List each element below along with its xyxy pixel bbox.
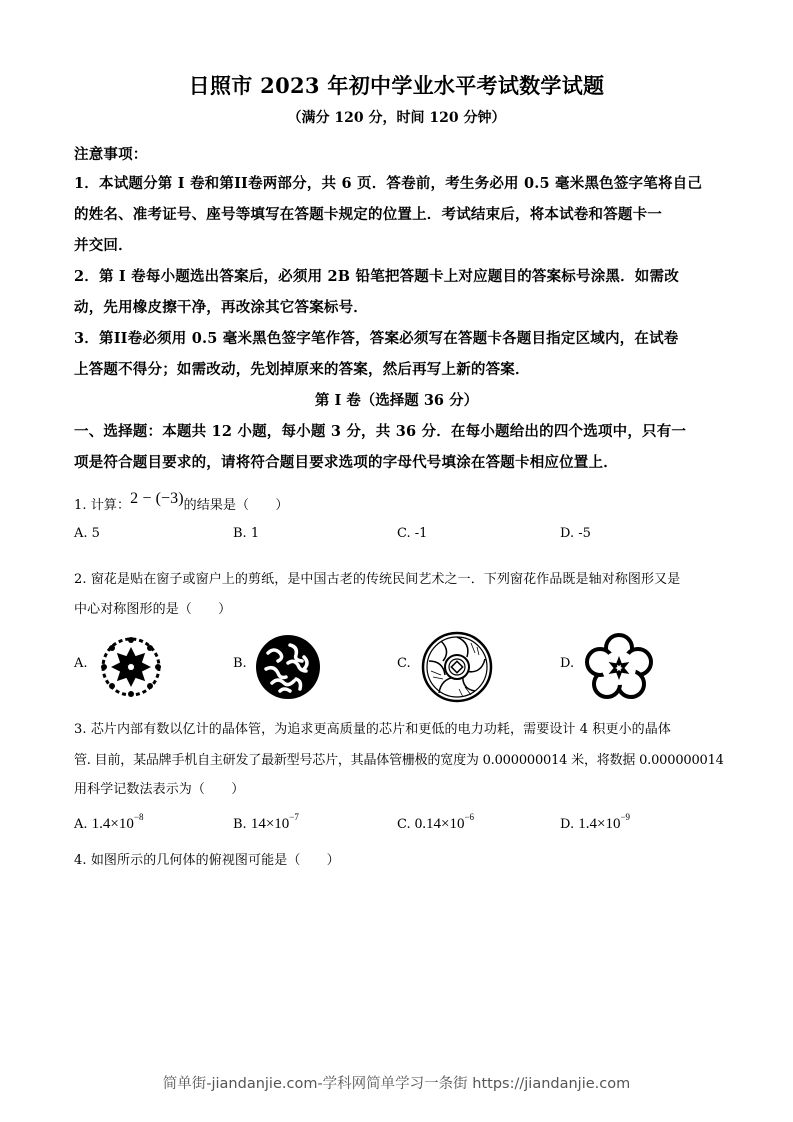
exam-subtitle: （满分 120 分，时间 120 分钟）	[287, 110, 506, 126]
question-2-stem: 2. 窗花是贴在窗子或窗户上的剪纸，是中国古老的传统民间艺术之一．下列窗花作品既是轴对称图形又是	[74, 572, 681, 587]
question-3-option-c	[397, 814, 474, 833]
question-3-stem: 用科学记数法表示为（ ）	[74, 782, 245, 797]
question-2-option-c-label: C.	[397, 656, 411, 671]
question-1-suffix: 的结果是（ ）	[183, 498, 289, 513]
question-2-option-b-label: B.	[233, 656, 247, 671]
notes-line: 并交回．	[74, 237, 133, 254]
option-value: $1.4\times 10^{-8}$	[91, 812, 144, 832]
window-flower-plum-blossom-icon	[583, 632, 655, 702]
notes-line: 3．第II卷必须用 0.5 毫米黑色签字笔作答，答案必须写在答题卡各题目指定区域内，在试卷	[74, 330, 679, 347]
window-flower-scroll-circle-icon	[254, 633, 322, 701]
question-4-stem: 4. 如图所示的几何体的俯视图可能是（ ）	[74, 853, 340, 868]
window-flower-swirl-circle-icon	[421, 631, 493, 703]
option-label: C.	[397, 817, 411, 832]
notes-line: 1．本试题分第 I 卷和第II卷两部分，共 6 页．答卷前，考生务必用 0.5 毫米黑色签字笔将自己	[74, 175, 703, 192]
section-instructions: 项是符合题目要求的，请将符合题目要求选项的字母代号填涂在答题卡相应位置上．	[74, 454, 618, 471]
notes-line: 的姓名、准考证号、座号等填写在答题卡规定的位置上．考试结束后，将本试卷和答题卡一	[74, 206, 662, 223]
question-2-stem: 中心对称图形的是（ ）	[74, 602, 232, 617]
option-label: A.	[74, 817, 88, 832]
option-value: $0.14\times 10^{-6}$	[414, 812, 475, 832]
question-2-option-d-label: D.	[560, 656, 575, 671]
notes-line: 动，先用橡皮擦干净，再改涂其它答案标号．	[74, 299, 368, 316]
question-1-option-d: D. -5	[560, 526, 591, 541]
section-title: 第 I 卷（选择题 36 分）	[314, 392, 479, 409]
question-3-option-d	[560, 814, 630, 833]
option-label: D.	[560, 817, 575, 832]
option-value: $14\times 10^{-7}$	[250, 812, 299, 832]
question-1-option-b: B. 1	[233, 526, 260, 541]
footer-watermark: 简单街-jiandanjie.com-学科网简单学习一条街 https://jiandanjie.com	[162, 1076, 631, 1092]
notes-line: 2．第 I 卷每小题选出答案后，必须用 2B 铅笔把答题卡上对应题目的答案标号涂黑．如需改	[74, 268, 679, 285]
exam-title: 日照市 2023 年初中学业水平考试数学试题	[188, 73, 605, 98]
option-label: B.	[233, 817, 247, 832]
question-1-option-c: C. -1	[397, 526, 428, 541]
section-instructions: 一、选择题：本题共 12 小题，每小题 3 分，共 36 分．在每小题给出的四个选项中，只有一	[74, 423, 687, 440]
question-1-prefix: 1. 计算：	[74, 498, 131, 513]
question-1-stem	[74, 490, 289, 514]
question-3-option-a	[74, 814, 143, 833]
question-1-option-a: A. 5	[74, 526, 100, 541]
notes-line: 上答题不得分；如需改动，先划掉原来的答案，然后再写上新的答案．	[74, 361, 530, 378]
notes-heading: 注意事项：	[74, 146, 148, 163]
question-1-expression: 2 − (−3)	[130, 490, 184, 507]
question-3-stem: 管. 目前，某品牌手机自主研发了最新型号芯片，其晶体管栅极的宽度为 0.000000014 米，将数据 0.000000014	[74, 753, 724, 768]
question-2-option-a-label: A.	[74, 656, 88, 671]
window-flower-eight-petal-icon	[100, 634, 162, 700]
question-3-stem: 3. 芯片内部有数以亿计的晶体管，为追求更高质量的芯片和更低的电力功耗，需要设计 4 积更小的晶体	[74, 722, 671, 737]
option-value: $1.4\times 10^{-9}$	[578, 812, 631, 832]
question-3-option-b	[233, 814, 299, 833]
